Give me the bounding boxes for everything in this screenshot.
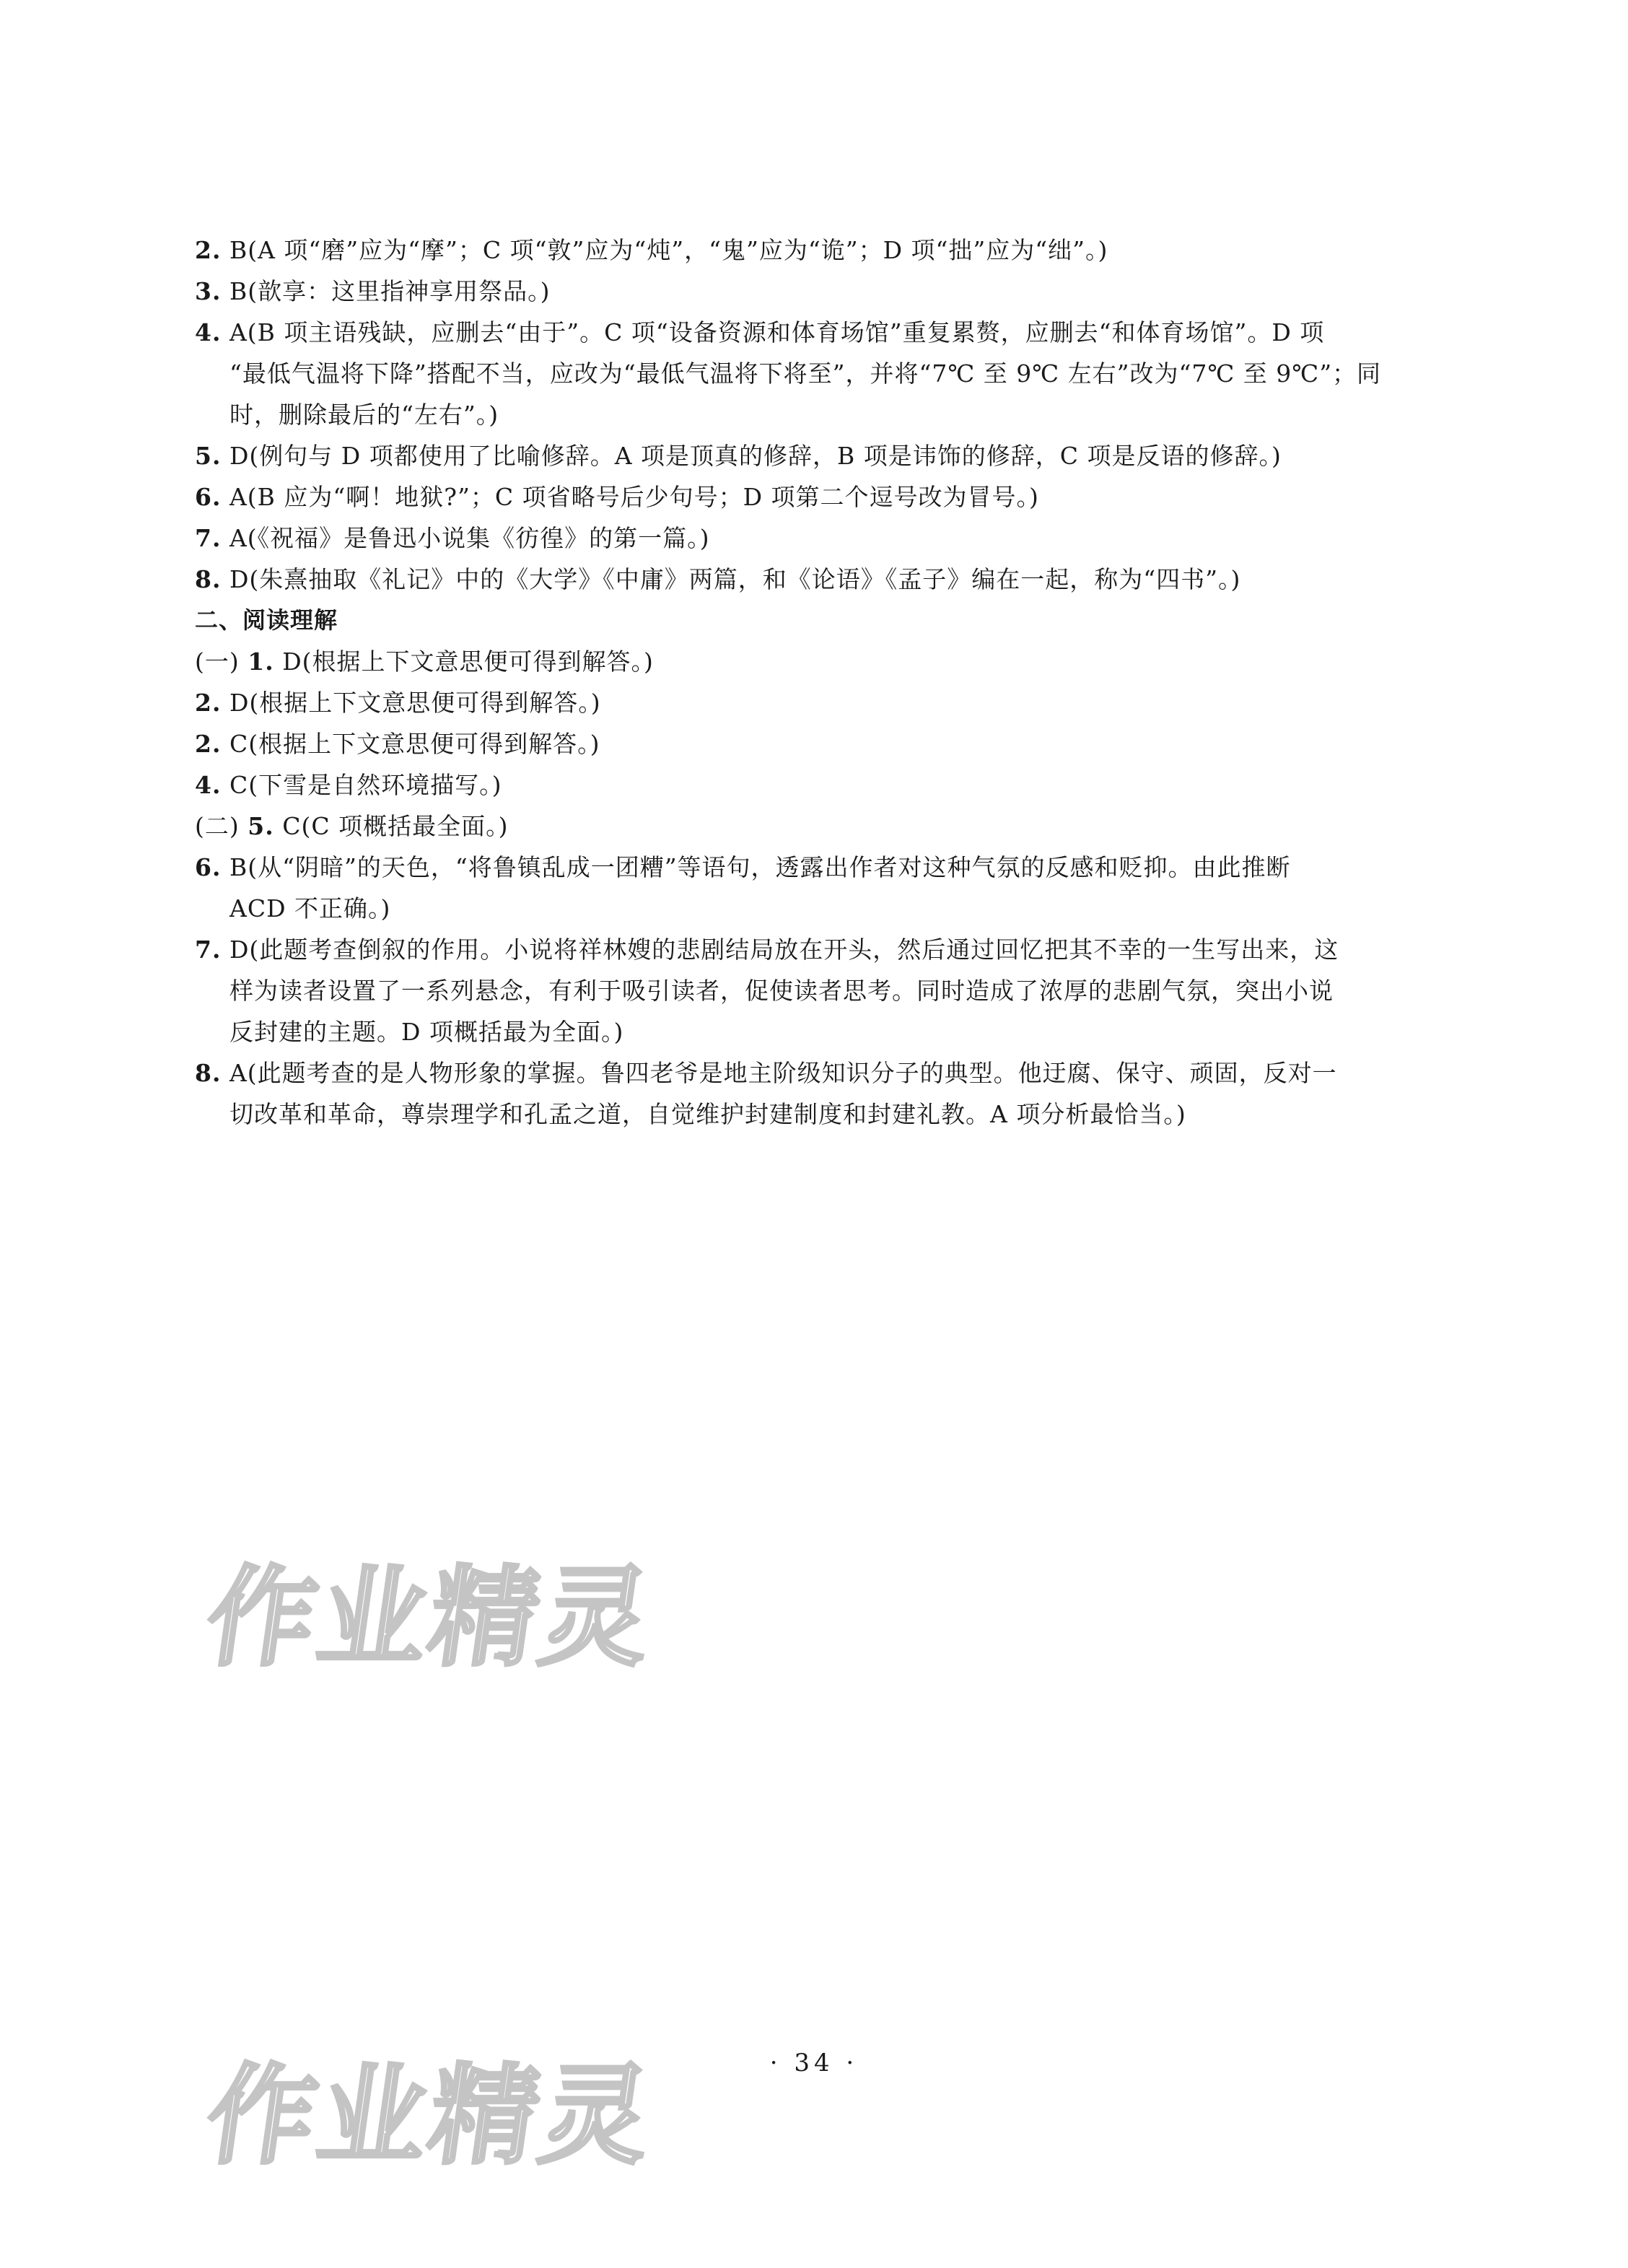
answer-text: A(《祝福》是鲁迅小说集《彷徨》的第一篇。) (229, 524, 710, 552)
answer-text-continued: 反封建的主题。D 项概括最为全面。) (229, 1018, 624, 1046)
answer-item (195, 312, 1436, 435)
answer-text: B(从“阴暗”的天色，“将鲁镇乱成一团糟”等语句，透露出作者对这种气氛的反感和贬抑。由此推断 (229, 853, 1291, 881)
answer-item (195, 929, 1436, 1052)
group-prefix: (一) (195, 647, 248, 676)
answer-text: A(B 应为“啊！地狱?”；C 项省略号后少句号；D 项第二个逗号改为冒号。) (229, 483, 1039, 511)
answer-text: D(根据上下文意思便可得到解答。) (282, 647, 654, 676)
answer-text-continued: 切改革和革命，尊崇理学和孔孟之道，自觉维护封建制度和封建礼教。A 项分析最恰当。) (229, 1100, 1186, 1128)
answer-number: 5. (248, 812, 274, 840)
answer-number: 2. (195, 730, 222, 758)
answer-item (195, 641, 1436, 682)
answer-item (195, 230, 1436, 271)
answer-number: 8. (195, 565, 222, 593)
answer-text-continued: 时，删除最后的“左右”。) (229, 401, 499, 429)
answer-text: A(此题考查的是人物形象的掌握。鲁四老爷是地主阶级知识分子的典型。他迂腐、保守、顽固，反对一 (229, 1059, 1337, 1087)
answer-text: A(B 项主语残缺，应删去“由于”。C 项“设备资源和体育场馆”重复累赘，应删去“和体育场馆”。D 项 (229, 318, 1325, 346)
page-number: · 34 · (769, 2049, 859, 2077)
answer-text: D(根据上下文意思便可得到解答。) (229, 689, 601, 717)
answer-item (195, 476, 1436, 518)
answer-item (195, 435, 1436, 476)
answer-text-continued: 样为读者设置了一系列悬念，有利于吸引读者，促使读者思考。同时造成了浓厚的悲剧气氛，突出小说 (229, 977, 1334, 1005)
answer-text: C(下雪是自然环境描写。) (229, 771, 502, 799)
answer-number: 4. (195, 771, 222, 799)
answer-number: 2. (195, 689, 222, 717)
group-prefix: (二) (195, 812, 248, 840)
answer-number: 7. (195, 935, 222, 964)
answer-number: 7. (195, 524, 222, 552)
answer-content (195, 230, 1436, 1135)
answer-number: 8. (195, 1059, 222, 1087)
answer-text: D(例句与 D 项都使用了比喻修辞。A 项是顶真的修辞，B 项是讳饰的修辞，C 项是反语的修辞。) (229, 442, 1282, 470)
answer-item (195, 723, 1436, 764)
answer-text: D(此题考查倒叙的作用。小说将祥林嫂的悲剧结局放在开头，然后通过回忆把其不幸的一生写出来，这 (229, 935, 1339, 964)
answer-item (195, 559, 1436, 600)
answer-text: C(C 项概括最全面。) (282, 812, 509, 840)
answer-item (195, 518, 1436, 559)
section-title: 二、阅读理解 (195, 606, 338, 634)
answer-text: C(根据上下文意思便可得到解答。) (229, 730, 600, 758)
answer-item (195, 682, 1436, 723)
answer-number: 5. (195, 442, 222, 470)
watermark-logo: 作业精灵 (198, 2054, 662, 2179)
answer-text-continued: “最低气温将下降”搭配不当，应改为“最低气温将下将至”，并将“7℃ 至 9℃ 左右”改为“7℃ 至 9℃”；同 (229, 359, 1382, 388)
answer-item (195, 271, 1436, 312)
watermark-logo: 作业精灵 (198, 1556, 662, 1681)
answer-number: 6. (195, 483, 222, 511)
answer-number: 2. (195, 236, 222, 264)
answer-item (195, 1052, 1436, 1135)
answer-number: 4. (195, 318, 222, 346)
answer-text: B(歆享：这里指神享用祭品。) (229, 277, 551, 305)
answer-item (195, 764, 1436, 806)
answer-number: 3. (195, 277, 222, 305)
answer-item (195, 847, 1436, 929)
answer-text-continued: ACD 不正确。) (229, 894, 391, 923)
answer-text: B(A 项“磨”应为“摩”；C 项“敦”应为“炖”，“鬼”应为“诡”；D 项“拙”应为“绌”。) (229, 236, 1108, 264)
answer-number: 1. (248, 647, 274, 676)
answer-item (195, 806, 1436, 847)
answer-number: 6. (195, 853, 222, 881)
answer-text: D(朱熹抽取《礼记》中的《大学》《中庸》两篇，和《论语》《孟子》编在一起，称为“四书”。) (229, 565, 1241, 593)
